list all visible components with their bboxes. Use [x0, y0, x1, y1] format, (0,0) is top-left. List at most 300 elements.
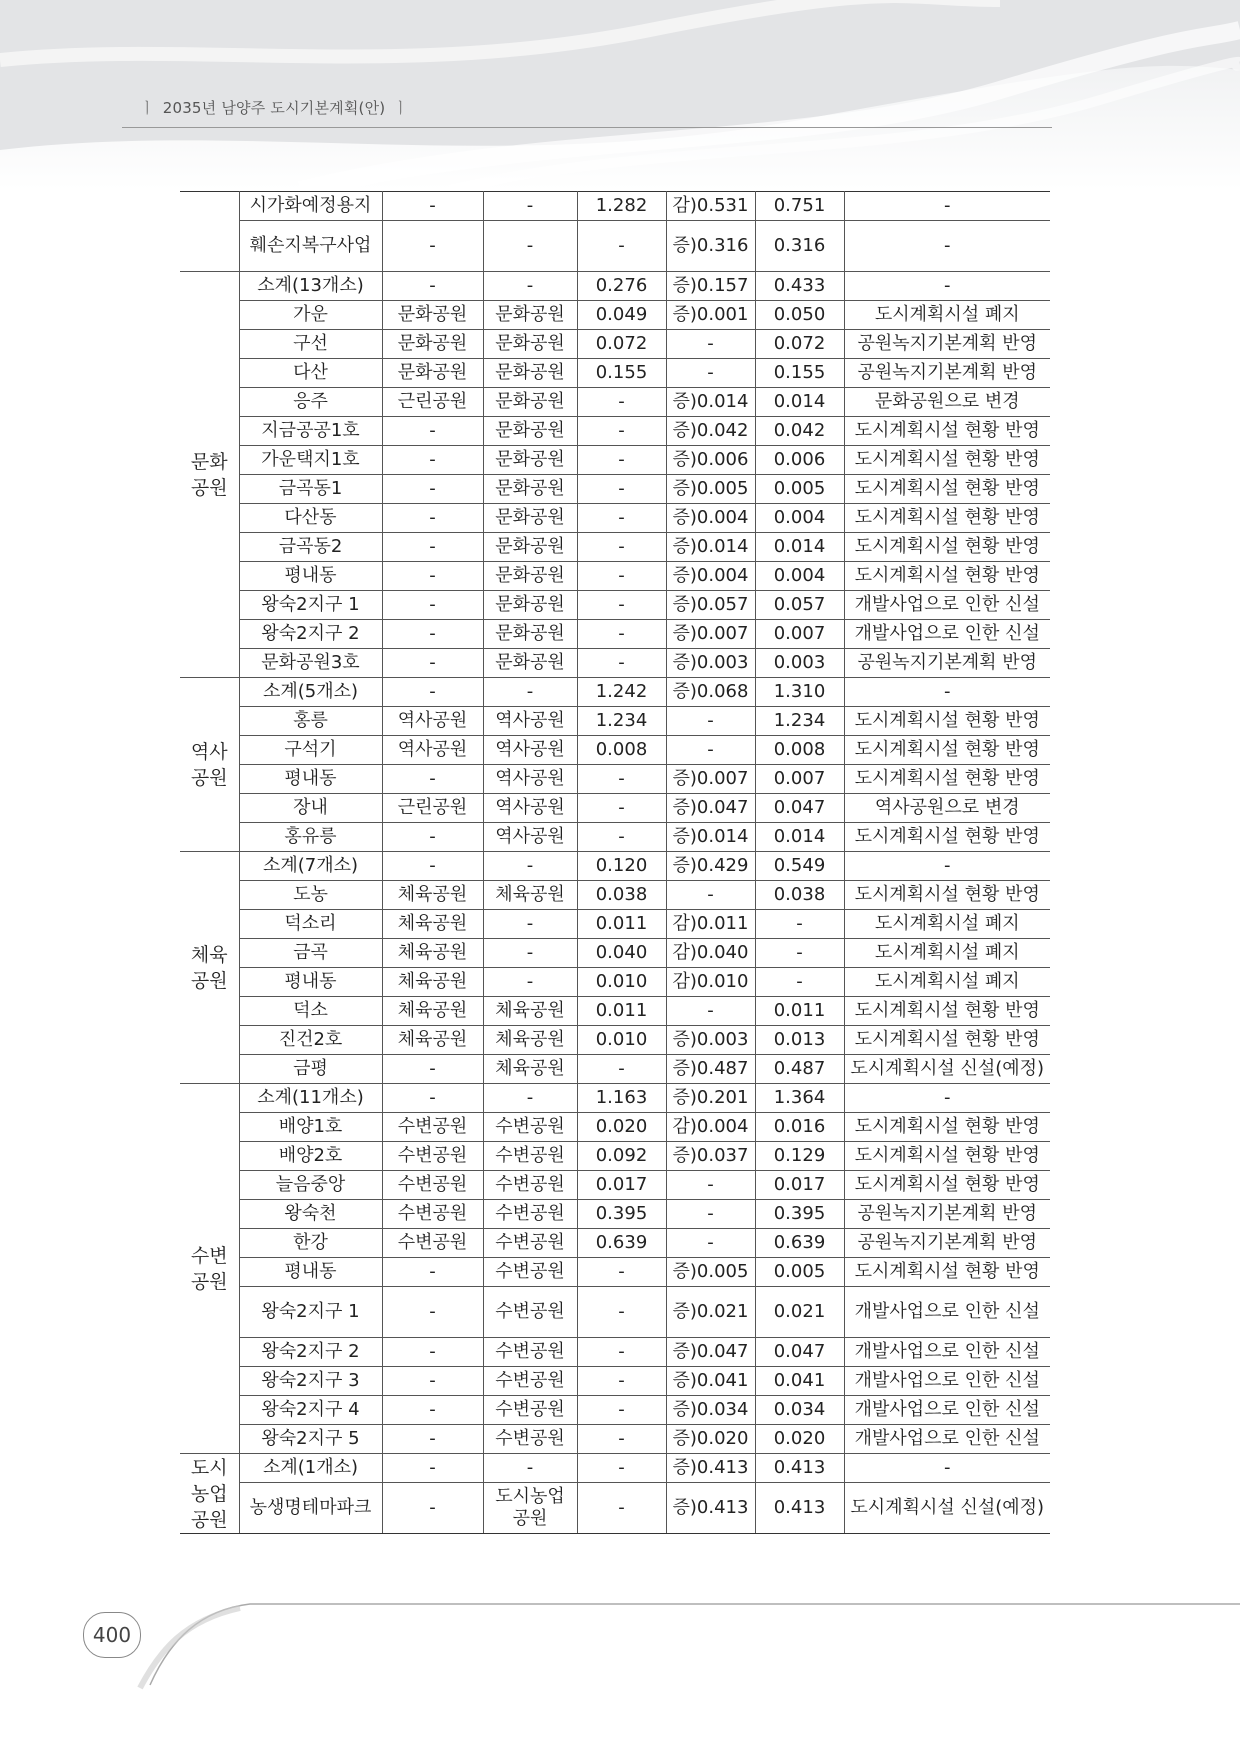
cell-name: 지금공공1호 [239, 417, 382, 446]
cell-d: 증)0.014 [666, 533, 755, 562]
cell-name: 왕숙2지구 2 [239, 620, 382, 649]
cell-d: 증)0.007 [666, 765, 755, 794]
cell-e: 0.011 [755, 997, 844, 1026]
cell-d: 증)0.413 [666, 1483, 755, 1534]
cell-d: 증)0.157 [666, 272, 755, 301]
table-row [180, 1200, 1050, 1229]
cell-e: 0.129 [755, 1142, 844, 1171]
cell-e: 1.234 [755, 707, 844, 736]
table-row [180, 1367, 1050, 1396]
category-cell: 수변 공원 [180, 1084, 239, 1454]
table-row [180, 533, 1050, 562]
cell-d: 감)0.010 [666, 968, 755, 997]
cell-f: 도시계획시설 현황 반영 [844, 533, 1050, 562]
cell-b: 문화공원 [483, 649, 577, 678]
cell-a: - [382, 823, 483, 852]
cell-d: 증)0.034 [666, 1396, 755, 1425]
cell-b: 수변공원 [483, 1229, 577, 1258]
cell-b: 문화공원 [483, 359, 577, 388]
cell-name: 다산동 [239, 504, 382, 533]
cell-d: 증)0.001 [666, 301, 755, 330]
cell-c: 0.120 [577, 852, 666, 881]
cell-c: - [577, 620, 666, 649]
cell-name: 금곡동1 [239, 475, 382, 504]
cell-c: - [577, 446, 666, 475]
cell-a: 체육공원 [382, 997, 483, 1026]
cell-c: - [577, 221, 666, 272]
cell-e: 0.003 [755, 649, 844, 678]
cell-c: 0.639 [577, 1229, 666, 1258]
cell-e: 0.433 [755, 272, 844, 301]
cell-name: 도농 [239, 881, 382, 910]
cell-c: 0.011 [577, 910, 666, 939]
cell-c: 0.395 [577, 1200, 666, 1229]
cell-c: - [577, 533, 666, 562]
cell-e: 0.014 [755, 823, 844, 852]
cell-name: 왕숙2지구 3 [239, 1367, 382, 1396]
cell-c: 1.282 [577, 192, 666, 221]
table-row [180, 359, 1050, 388]
table-row [180, 1142, 1050, 1171]
table-row [180, 997, 1050, 1026]
cell-d: - [666, 359, 755, 388]
cell-e: 1.364 [755, 1084, 844, 1113]
cell-name: 소계(1개소) [239, 1454, 382, 1483]
cell-d: - [666, 707, 755, 736]
cell-a: - [382, 1338, 483, 1367]
cell-e: 0.751 [755, 192, 844, 221]
cell-b: - [483, 1454, 577, 1483]
cell-f: 역사공원으로 변경 [844, 794, 1050, 823]
cell-e: 0.014 [755, 388, 844, 417]
table-row [180, 678, 1050, 707]
header-divider-right: ㅣ [393, 99, 409, 117]
cell-f: 도시계획시설 현황 반영 [844, 707, 1050, 736]
table-row [180, 1113, 1050, 1142]
cell-d: 감)0.531 [666, 192, 755, 221]
cell-a: 체육공원 [382, 910, 483, 939]
cell-a: - [382, 1258, 483, 1287]
cell-a: - [382, 504, 483, 533]
wave-decoration [0, 0, 1240, 190]
cell-d: 증)0.068 [666, 678, 755, 707]
cell-d: - [666, 736, 755, 765]
cell-f: 개발사업으로 인한 신설 [844, 591, 1050, 620]
cell-d: 증)0.429 [666, 852, 755, 881]
table-row [180, 1338, 1050, 1367]
table-row [180, 475, 1050, 504]
cell-a: - [382, 221, 483, 272]
cell-c: - [577, 1258, 666, 1287]
cell-a: - [382, 678, 483, 707]
table-row [180, 1055, 1050, 1084]
cell-c: - [577, 1367, 666, 1396]
cell-d: 증)0.004 [666, 504, 755, 533]
table-row [180, 417, 1050, 446]
cell-c: - [577, 1425, 666, 1454]
cell-e: 0.013 [755, 1026, 844, 1055]
cell-a: 체육공원 [382, 881, 483, 910]
cell-name: 다산 [239, 359, 382, 388]
table-row [180, 1229, 1050, 1258]
cell-a: - [382, 562, 483, 591]
cell-a: 수변공원 [382, 1200, 483, 1229]
table-row [180, 1026, 1050, 1055]
cell-b: 역사공원 [483, 736, 577, 765]
cell-e: 0.007 [755, 765, 844, 794]
cell-e: 0.042 [755, 417, 844, 446]
table-row [180, 272, 1050, 301]
cell-b: - [483, 678, 577, 707]
cell-e: 0.155 [755, 359, 844, 388]
cell-d: - [666, 1171, 755, 1200]
table-row [180, 620, 1050, 649]
cell-name: 평내동 [239, 968, 382, 997]
cell-c: 0.011 [577, 997, 666, 1026]
cell-name: 농생명테마파크 [239, 1483, 382, 1534]
cell-b: 도시농업 공원 [483, 1483, 577, 1534]
table-row [180, 562, 1050, 591]
cell-b: 역사공원 [483, 707, 577, 736]
page-number: 400 [83, 1612, 141, 1658]
cell-a: 문화공원 [382, 301, 483, 330]
cell-c: - [577, 475, 666, 504]
cell-f: 도시계획시설 현황 반영 [844, 417, 1050, 446]
cell-d: 증)0.005 [666, 475, 755, 504]
cell-a: - [382, 1287, 483, 1338]
cell-f: 도시계획시설 폐지 [844, 910, 1050, 939]
cell-c: 0.017 [577, 1171, 666, 1200]
cell-name: 왕숙2지구 4 [239, 1396, 382, 1425]
cell-e: 0.487 [755, 1055, 844, 1084]
cell-e: 0.047 [755, 1338, 844, 1367]
table-body [180, 192, 1050, 1534]
cell-f: 도시계획시설 현황 반영 [844, 1258, 1050, 1287]
table-row [180, 446, 1050, 475]
cell-e: 0.008 [755, 736, 844, 765]
cell-b: 역사공원 [483, 794, 577, 823]
table-row [180, 910, 1050, 939]
cell-name: 훼손지복구사업 [239, 221, 382, 272]
header-rule [122, 127, 1052, 128]
cell-b: 역사공원 [483, 765, 577, 794]
cell-b: 체육공원 [483, 881, 577, 910]
table-row [180, 794, 1050, 823]
cell-c: - [577, 765, 666, 794]
cell-name: 평내동 [239, 765, 382, 794]
cell-a: 수변공원 [382, 1142, 483, 1171]
cell-d: 증)0.047 [666, 794, 755, 823]
cell-a: - [382, 591, 483, 620]
cell-f: 공원녹지기본계획 반영 [844, 649, 1050, 678]
cell-d: 증)0.201 [666, 1084, 755, 1113]
cell-b: 역사공원 [483, 823, 577, 852]
cell-b: 수변공원 [483, 1200, 577, 1229]
cell-d: 증)0.413 [666, 1454, 755, 1483]
table-row [180, 852, 1050, 881]
cell-name: 왕숙2지구 5 [239, 1425, 382, 1454]
cell-f: 도시계획시설 현황 반영 [844, 1026, 1050, 1055]
cell-d: 증)0.007 [666, 620, 755, 649]
cell-name: 덕소 [239, 997, 382, 1026]
cell-f: 개발사업으로 인한 신설 [844, 1338, 1050, 1367]
table-row [180, 1258, 1050, 1287]
cell-f: 도시계획시설 폐지 [844, 939, 1050, 968]
cell-name: 배양1호 [239, 1113, 382, 1142]
table-row [180, 881, 1050, 910]
cell-a: 역사공원 [382, 736, 483, 765]
cell-c: - [577, 1338, 666, 1367]
cell-b: - [483, 939, 577, 968]
cell-name: 한강 [239, 1229, 382, 1258]
cell-a: - [382, 620, 483, 649]
cell-d: - [666, 330, 755, 359]
cell-b: 수변공원 [483, 1396, 577, 1425]
cell-b: 수변공원 [483, 1425, 577, 1454]
cell-d: 증)0.003 [666, 1026, 755, 1055]
table-row [180, 1287, 1050, 1338]
cell-a: 체육공원 [382, 968, 483, 997]
cell-a: - [382, 1367, 483, 1396]
cell-f: 개발사업으로 인한 신설 [844, 1287, 1050, 1338]
cell-b: 문화공원 [483, 504, 577, 533]
cell-b: - [483, 910, 577, 939]
cell-d: 증)0.003 [666, 649, 755, 678]
cell-a: 수변공원 [382, 1229, 483, 1258]
cell-b: 문화공원 [483, 388, 577, 417]
cell-c: - [577, 417, 666, 446]
cell-a: - [382, 475, 483, 504]
cell-d: 증)0.057 [666, 591, 755, 620]
cell-name: 배양2호 [239, 1142, 382, 1171]
cell-a: 수변공원 [382, 1171, 483, 1200]
cell-c: - [577, 1055, 666, 1084]
cell-e: 0.034 [755, 1396, 844, 1425]
cell-c: 0.155 [577, 359, 666, 388]
cell-name: 구석기 [239, 736, 382, 765]
cell-d: - [666, 997, 755, 1026]
cell-d: 증)0.487 [666, 1055, 755, 1084]
cell-f: 공원녹지기본계획 반영 [844, 1229, 1050, 1258]
cell-a: - [382, 852, 483, 881]
cell-e: - [755, 968, 844, 997]
table-row [180, 192, 1050, 221]
cell-a: - [382, 446, 483, 475]
cell-e: 0.004 [755, 504, 844, 533]
cell-a: - [382, 1055, 483, 1084]
cell-a: 근린공원 [382, 388, 483, 417]
cell-d: 감)0.004 [666, 1113, 755, 1142]
cell-name: 소계(13개소) [239, 272, 382, 301]
cell-name: 금평 [239, 1055, 382, 1084]
cell-f: 도시계획시설 현황 반영 [844, 765, 1050, 794]
cell-b: - [483, 968, 577, 997]
cell-a: - [382, 649, 483, 678]
cell-c: - [577, 562, 666, 591]
table-row [180, 765, 1050, 794]
cell-b: - [483, 272, 577, 301]
cell-b: 문화공원 [483, 330, 577, 359]
cell-a: - [382, 272, 483, 301]
cell-name: 문화공원3호 [239, 649, 382, 678]
table-row [180, 1483, 1050, 1534]
cell-c: - [577, 504, 666, 533]
cell-b: 수변공원 [483, 1338, 577, 1367]
cell-c: 1.163 [577, 1084, 666, 1113]
cell-name: 소계(5개소) [239, 678, 382, 707]
cell-a: - [382, 1425, 483, 1454]
cell-e: 0.020 [755, 1425, 844, 1454]
cell-e: 0.006 [755, 446, 844, 475]
table-row [180, 939, 1050, 968]
cell-name: 가운택지1호 [239, 446, 382, 475]
table-row [180, 1425, 1050, 1454]
cell-f: 도시계획시설 폐지 [844, 968, 1050, 997]
cell-f: 공원녹지기본계획 반영 [844, 359, 1050, 388]
cell-c: 0.049 [577, 301, 666, 330]
cell-b: 문화공원 [483, 417, 577, 446]
cell-e: - [755, 939, 844, 968]
cell-f: 도시계획시설 현황 반영 [844, 736, 1050, 765]
cell-a: 근린공원 [382, 794, 483, 823]
cell-name: 평내동 [239, 562, 382, 591]
cell-a: 체육공원 [382, 1026, 483, 1055]
cell-e: 0.007 [755, 620, 844, 649]
cell-a: - [382, 1084, 483, 1113]
table-row [180, 1084, 1050, 1113]
cell-f: 도시계획시설 현황 반영 [844, 504, 1050, 533]
cell-c: 0.020 [577, 1113, 666, 1142]
cell-d: 증)0.037 [666, 1142, 755, 1171]
cell-e: 0.021 [755, 1287, 844, 1338]
cell-f: 도시계획시설 폐지 [844, 301, 1050, 330]
cell-f: 도시계획시설 현황 반영 [844, 997, 1050, 1026]
cell-d: 증)0.014 [666, 823, 755, 852]
cell-b: 수변공원 [483, 1367, 577, 1396]
cell-b: - [483, 1084, 577, 1113]
cell-b: 체육공원 [483, 1026, 577, 1055]
cell-e: 0.014 [755, 533, 844, 562]
table-row [180, 221, 1050, 272]
cell-b: 문화공원 [483, 301, 577, 330]
cell-e: 1.310 [755, 678, 844, 707]
cell-b: 문화공원 [483, 533, 577, 562]
cell-f: 도시계획시설 현황 반영 [844, 475, 1050, 504]
cell-c: - [577, 1483, 666, 1534]
cell-e: 0.038 [755, 881, 844, 910]
cell-a: - [382, 192, 483, 221]
cell-e: 0.549 [755, 852, 844, 881]
cell-c: - [577, 1287, 666, 1338]
cell-a: - [382, 533, 483, 562]
cell-f: - [844, 852, 1050, 881]
cell-f: - [844, 272, 1050, 301]
cell-e: 0.041 [755, 1367, 844, 1396]
table-row [180, 1171, 1050, 1200]
table-row [180, 707, 1050, 736]
cell-e: 0.395 [755, 1200, 844, 1229]
cell-c: 0.276 [577, 272, 666, 301]
cell-name: 구선 [239, 330, 382, 359]
park-plan-table [180, 191, 1050, 1534]
cell-c: 0.010 [577, 1026, 666, 1055]
cell-d: 증)0.005 [666, 1258, 755, 1287]
table-row [180, 591, 1050, 620]
cell-c: - [577, 794, 666, 823]
cell-c: - [577, 823, 666, 852]
header-divider-left: ㅣ [140, 99, 155, 117]
table-row [180, 823, 1050, 852]
cell-d: - [666, 1200, 755, 1229]
cell-f: - [844, 1454, 1050, 1483]
cell-b: 문화공원 [483, 620, 577, 649]
cell-name: 진건2호 [239, 1026, 382, 1055]
footer-curve [0, 1590, 1240, 1700]
cell-b: 문화공원 [483, 475, 577, 504]
cell-e: 0.072 [755, 330, 844, 359]
cell-c: - [577, 649, 666, 678]
cell-d: 증)0.004 [666, 562, 755, 591]
cell-b: 수변공원 [483, 1258, 577, 1287]
table-row [180, 1454, 1050, 1483]
cell-name: 소계(11개소) [239, 1084, 382, 1113]
cell-e: 0.057 [755, 591, 844, 620]
cell-b: 수변공원 [483, 1171, 577, 1200]
cell-c: 0.008 [577, 736, 666, 765]
cell-e: 0.016 [755, 1113, 844, 1142]
table-row [180, 649, 1050, 678]
cell-d: 증)0.021 [666, 1287, 755, 1338]
cell-d: - [666, 881, 755, 910]
cell-e: 0.639 [755, 1229, 844, 1258]
cell-c: 0.010 [577, 968, 666, 997]
cell-b: 체육공원 [483, 1055, 577, 1084]
cell-c: 0.092 [577, 1142, 666, 1171]
cell-name: 왕숙2지구 1 [239, 1287, 382, 1338]
cell-name: 늘음중앙 [239, 1171, 382, 1200]
cell-name: 소계(7개소) [239, 852, 382, 881]
table-row [180, 968, 1050, 997]
cell-f: 개발사업으로 인한 신설 [844, 1367, 1050, 1396]
document-header [132, 97, 416, 118]
cell-d: 증)0.041 [666, 1367, 755, 1396]
cell-name: 왕숙2지구 1 [239, 591, 382, 620]
cell-name: 응주 [239, 388, 382, 417]
cell-b: 문화공원 [483, 562, 577, 591]
cell-name: 왕숙천 [239, 1200, 382, 1229]
cell-e: 0.050 [755, 301, 844, 330]
cell-f: 도시계획시설 신설(예정) [844, 1483, 1050, 1534]
cell-e: - [755, 910, 844, 939]
cell-c: - [577, 388, 666, 417]
cell-e: 0.017 [755, 1171, 844, 1200]
cell-f: 도시계획시설 현황 반영 [844, 446, 1050, 475]
cell-c: - [577, 1454, 666, 1483]
table-row [180, 1396, 1050, 1425]
cell-c: - [577, 591, 666, 620]
cell-a: - [382, 765, 483, 794]
cell-d: 증)0.006 [666, 446, 755, 475]
cell-f: 개발사업으로 인한 신설 [844, 1425, 1050, 1454]
cell-name: 덕소리 [239, 910, 382, 939]
cell-c: 1.242 [577, 678, 666, 707]
cell-e: 0.047 [755, 794, 844, 823]
cell-name: 장내 [239, 794, 382, 823]
cell-a: 문화공원 [382, 359, 483, 388]
cell-f: - [844, 192, 1050, 221]
cell-name: 홍유릉 [239, 823, 382, 852]
cell-f: - [844, 1084, 1050, 1113]
